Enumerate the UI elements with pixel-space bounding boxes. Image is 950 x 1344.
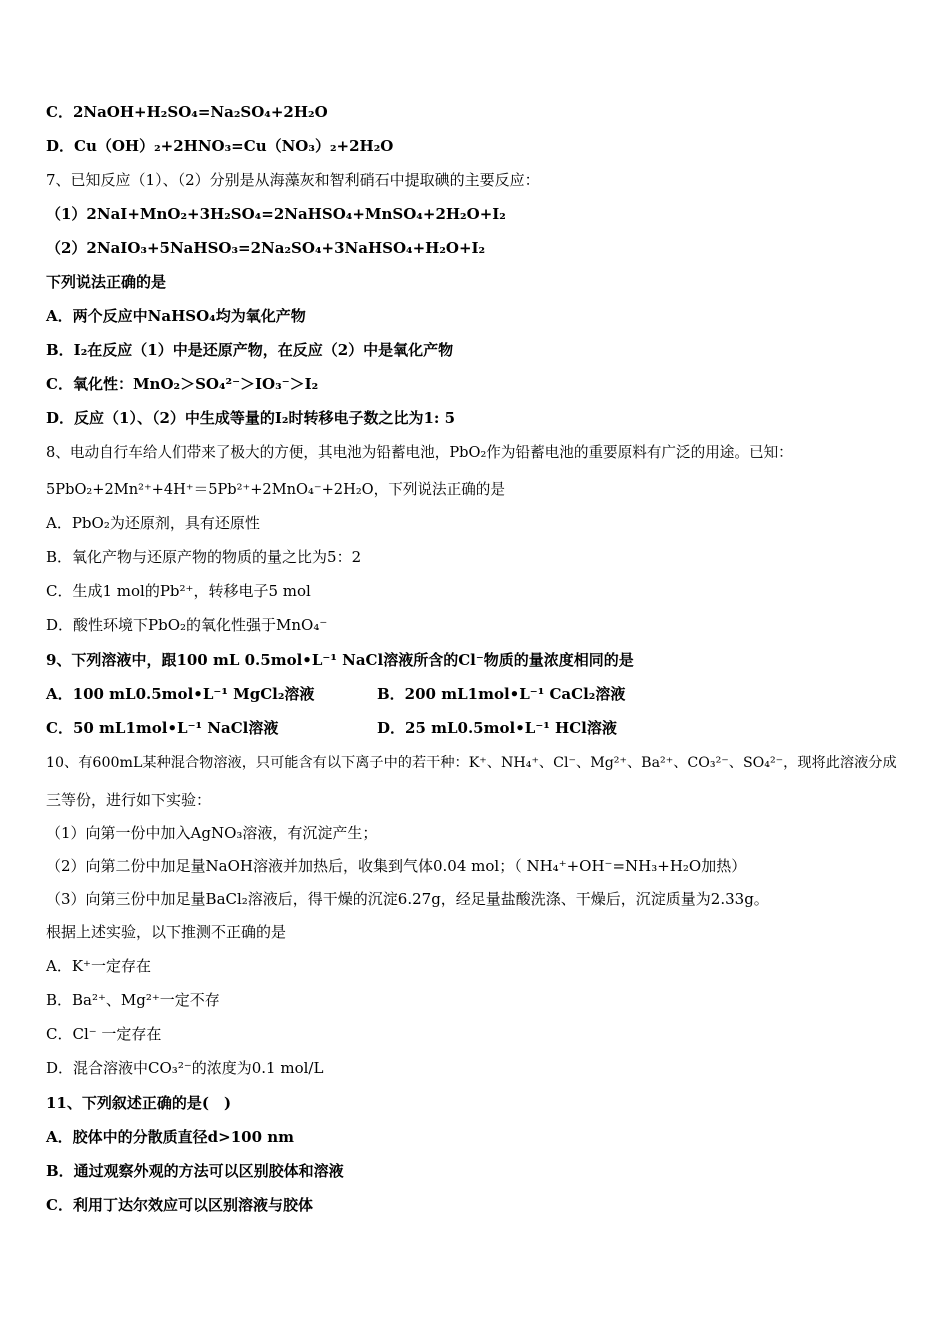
q8-equation: 5PbO₂+2Mn²⁺+4H⁺＝5Pb²⁺+2MnO₄⁻+2H₂O，下列说法正确的是: [46, 481, 505, 498]
q10-stem: 10、有600mL某种混合物溶液，只可能含有以下离子中的若干种：K⁺、NH₄⁺、Cl⁻、Mg²⁺、Ba²⁺、CO₃²⁻、SO₄²⁻，现将此溶液分成: [46, 755, 897, 771]
q9-option-a: A．100 mL0.5mol•L⁻¹ MgCl₂溶液: [46, 685, 315, 703]
q8-option-c: C．生成1 mol的Pb²⁺，转移电子5 mol: [46, 582, 311, 600]
q7-option-c: C．氧化性：MnO₂＞SO₄²⁻＞IO₃⁻＞I₂: [46, 375, 319, 393]
q10-option-d: D．混合溶液中CO₃²⁻的浓度为0.1 mol/L: [46, 1059, 324, 1077]
q7-reaction-1: （1）2NaI+MnO₂+3H₂SO₄=2NaHSO₄+MnSO₄+2H₂O+I₂: [46, 205, 506, 223]
q9-option-d: D．25 mL0.5mol•L⁻¹ HCl溶液: [377, 719, 617, 737]
q7-prompt: 下列说法正确的是: [46, 273, 167, 291]
q11-stem: 11、下列叙述正确的是( ): [46, 1094, 232, 1112]
q11-option-c: C．利用丁达尔效应可以区别溶液与胶体: [46, 1196, 313, 1214]
q7-stem: 7、已知反应（1）、（2）分别是从海藻灰和智利硝石中提取碘的主要反应：: [46, 171, 540, 189]
q8-option-a: A．PbO₂为还原剂，具有还原性: [46, 514, 260, 532]
q10-experiment-3: （3）向第三份中加足量BaCl₂溶液后，得干燥的沉淀6.27g，经足量盐酸洗涤、干燥后，沉淀质量为2.33g。: [46, 890, 769, 908]
q11-option-a: A．胶体中的分散质直径d>100 nm: [46, 1128, 295, 1146]
q8-option-d: D．酸性环境下PbO₂的氧化性强于MnO₄⁻: [46, 616, 328, 634]
q10-experiment-2: （2）向第二份中加足量NaOH溶液并加热后，收集到气体0.04 mol；（ NH₄⁺+OH⁻=NH₃+H₂O加热）: [46, 857, 747, 875]
q10-stem-cont: 三等份，进行如下实验：: [46, 791, 212, 809]
q7-reaction-2: （2）2NaIO₃+5NaHSO₃=2Na₂SO₄+3NaHSO₄+H₂O+I₂: [46, 239, 486, 257]
q8-stem: 8、电动自行车给人们带来了极大的方便，其电池为铅蓄电池，PbO₂作为铅蓄电池的重要原料有广泛的用途。已知：: [46, 444, 793, 461]
q10-experiment-1: （1）向第一份中加入AgNO₃溶液，有沉淀产生；: [46, 824, 378, 842]
q10-option-b: B．Ba²⁺、Mg²⁺一定不存: [46, 991, 220, 1009]
q10-option-c: C．Cl⁻ 一定存在: [46, 1025, 162, 1043]
q10-prompt: 根据上述实验，以下推测不正确的是: [46, 923, 287, 941]
q9-stem: 9、下列溶液中，跟100 mL 0.5mol•L⁻¹ NaCl溶液所含的Cl⁻物质的量浓度相同的是: [46, 651, 634, 669]
q10-option-a: A．K⁺一定存在: [46, 957, 151, 975]
q7-option-a: A．两个反应中NaHSO₄均为氧化产物: [46, 307, 306, 325]
q8-option-b: B．氧化产物与还原产物的物质的量之比为5：2: [46, 548, 362, 566]
q6-option-d: D．Cu（OH）₂+2HNO₃=Cu（NO₃）₂+2H₂O: [46, 137, 394, 155]
q7-option-d: D．反应（1）、（2）中生成等量的I₂时转移电子数之比为1: 5: [46, 409, 456, 427]
q9-option-b: B．200 mL1mol•L⁻¹ CaCl₂溶液: [377, 685, 626, 703]
q9-option-c: C．50 mL1mol•L⁻¹ NaCl溶液: [46, 719, 279, 737]
q6-option-c: C．2NaOH+H₂SO₄=Na₂SO₄+2H₂O: [46, 103, 328, 121]
q7-option-b: B．I₂在反应（1）中是还原产物，在反应（2）中是氧化产物: [46, 341, 454, 359]
q11-option-b: B．通过观察外观的方法可以区别胶体和溶液: [46, 1162, 344, 1180]
